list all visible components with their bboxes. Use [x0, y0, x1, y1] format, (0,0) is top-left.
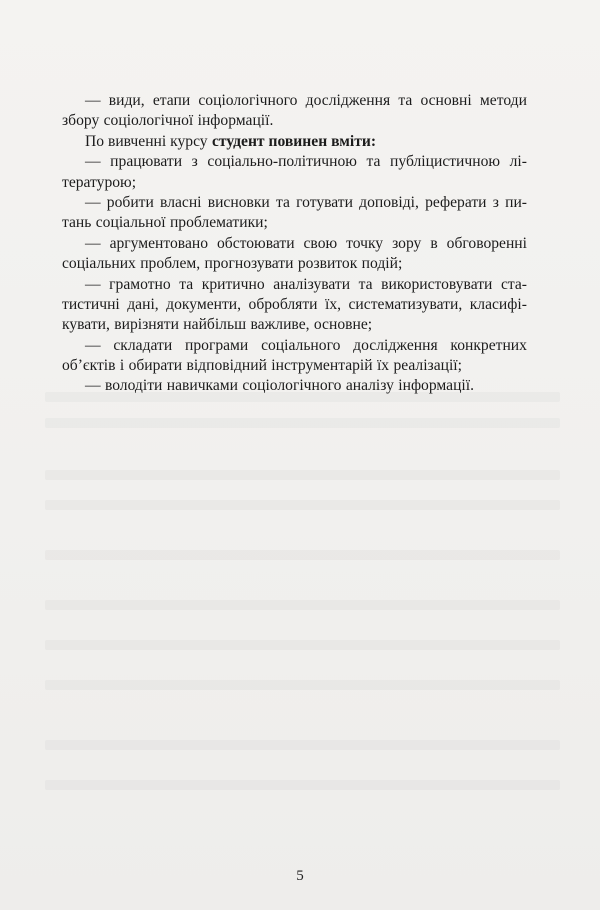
word: дослідження: [305, 92, 391, 109]
word: реферати: [425, 193, 487, 211]
text-line: [62, 376, 527, 396]
word: програми: [185, 336, 249, 354]
word: —: [85, 92, 101, 109]
word: соціологічної: [103, 112, 194, 130]
text-line: [62, 193, 527, 213]
word: збору: [62, 112, 100, 130]
word: в: [430, 234, 438, 252]
text-line: [62, 295, 527, 315]
word: зору: [392, 234, 422, 252]
word: соціологічного: [242, 377, 342, 395]
word: основне;: [313, 316, 373, 334]
text-line: [62, 315, 527, 335]
word: об’єктів: [62, 357, 116, 375]
text-line: [62, 275, 527, 295]
show-through-line: [45, 780, 560, 790]
word: обстоювати: [217, 234, 295, 252]
text-line: [62, 152, 527, 172]
show-through-line: [45, 550, 560, 560]
word: види,: [108, 92, 145, 109]
word: соціологічного: [198, 92, 298, 109]
word: тань: [62, 214, 92, 232]
word: лі-: [509, 153, 527, 171]
word: аргументовано: [109, 234, 209, 252]
word: аналізу: [345, 377, 394, 395]
text-line: [62, 254, 527, 274]
word: точку: [346, 234, 384, 252]
word: соціальних: [62, 255, 136, 273]
text-line: [62, 91, 527, 111]
word: важливе,: [250, 316, 310, 334]
word: інструментарій: [271, 357, 373, 375]
word: дослідження: [353, 336, 438, 354]
text-line: [62, 111, 527, 131]
word: обговоренні: [446, 234, 527, 252]
word: та: [358, 275, 373, 293]
page-number: 5: [296, 868, 304, 884]
word: —: [85, 153, 101, 171]
word: найбільш: [183, 316, 247, 334]
text-line: [62, 356, 527, 376]
word: вирізняти: [114, 316, 179, 334]
word: з: [191, 153, 198, 171]
line-prefix: По вивченні курсу: [85, 132, 208, 150]
word: —: [85, 377, 101, 395]
word: документи,: [166, 295, 242, 313]
word: подій;: [361, 255, 403, 273]
word: етапи: [152, 92, 191, 109]
word: реалізації;: [393, 357, 462, 375]
body-text: [62, 91, 527, 397]
word: працювати: [110, 153, 183, 171]
word: обирати: [128, 357, 183, 375]
show-through-line: [45, 740, 560, 750]
word: проблем,: [140, 255, 201, 273]
word: та: [398, 92, 413, 109]
word: методи: [479, 92, 527, 109]
word: інформації.: [398, 377, 474, 395]
word: аналізувати: [273, 275, 351, 293]
word: соціального: [261, 336, 341, 354]
word: —: [85, 193, 101, 211]
word: відповідний: [186, 357, 267, 375]
word: основні: [420, 92, 472, 109]
word: соціально-політичною: [207, 153, 357, 171]
word: навичками: [166, 377, 239, 395]
word: дані,: [127, 295, 159, 313]
word: прогнозувати: [204, 255, 294, 273]
word: систематизувати,: [348, 295, 463, 313]
text-line: [62, 213, 527, 233]
word: соціальної: [95, 214, 166, 232]
word: готувати: [296, 193, 353, 211]
show-through-line: [45, 680, 560, 690]
show-through-line: [45, 640, 560, 650]
word: з: [492, 193, 499, 211]
word: та: [366, 153, 381, 171]
word: власні: [160, 193, 202, 211]
word: висновки: [207, 193, 270, 211]
text-line: [62, 336, 527, 356]
word: робити: [106, 193, 154, 211]
emphasis-text: студент повинен вміти:: [211, 132, 377, 150]
word: інформації.: [197, 112, 274, 130]
word: та: [179, 275, 194, 293]
word: критично: [201, 275, 265, 293]
word: грамотно: [109, 275, 171, 293]
word: володіти: [104, 377, 163, 395]
word: тистичні: [62, 295, 120, 313]
word: обробляти: [248, 295, 318, 313]
word: кувати,: [62, 316, 110, 334]
word: і: [119, 357, 125, 375]
text-line: [62, 234, 527, 254]
word: складати: [113, 336, 173, 354]
show-through-line: [45, 470, 560, 480]
text-line: [62, 173, 527, 193]
word: —: [85, 275, 101, 293]
show-through-line: [45, 418, 560, 428]
word: доповіді,: [359, 193, 419, 211]
word: ста-: [500, 275, 527, 293]
word: свою: [303, 234, 338, 252]
word: —: [85, 336, 101, 354]
word: та: [275, 193, 290, 211]
word: —: [85, 234, 101, 252]
word: проблематики;: [169, 214, 268, 232]
word: використовувати: [381, 275, 493, 293]
word: публіцистичною: [390, 153, 501, 171]
word: розвиток: [297, 255, 358, 273]
word: їх,: [325, 295, 342, 313]
show-through-line: [45, 600, 560, 610]
word: їх: [376, 357, 390, 375]
word: класифі-: [469, 295, 527, 313]
word: тературою;: [62, 173, 137, 191]
word: конкретних: [450, 336, 527, 354]
show-through-line: [45, 500, 560, 510]
word: пи-: [505, 193, 527, 211]
text-line: [62, 132, 527, 152]
